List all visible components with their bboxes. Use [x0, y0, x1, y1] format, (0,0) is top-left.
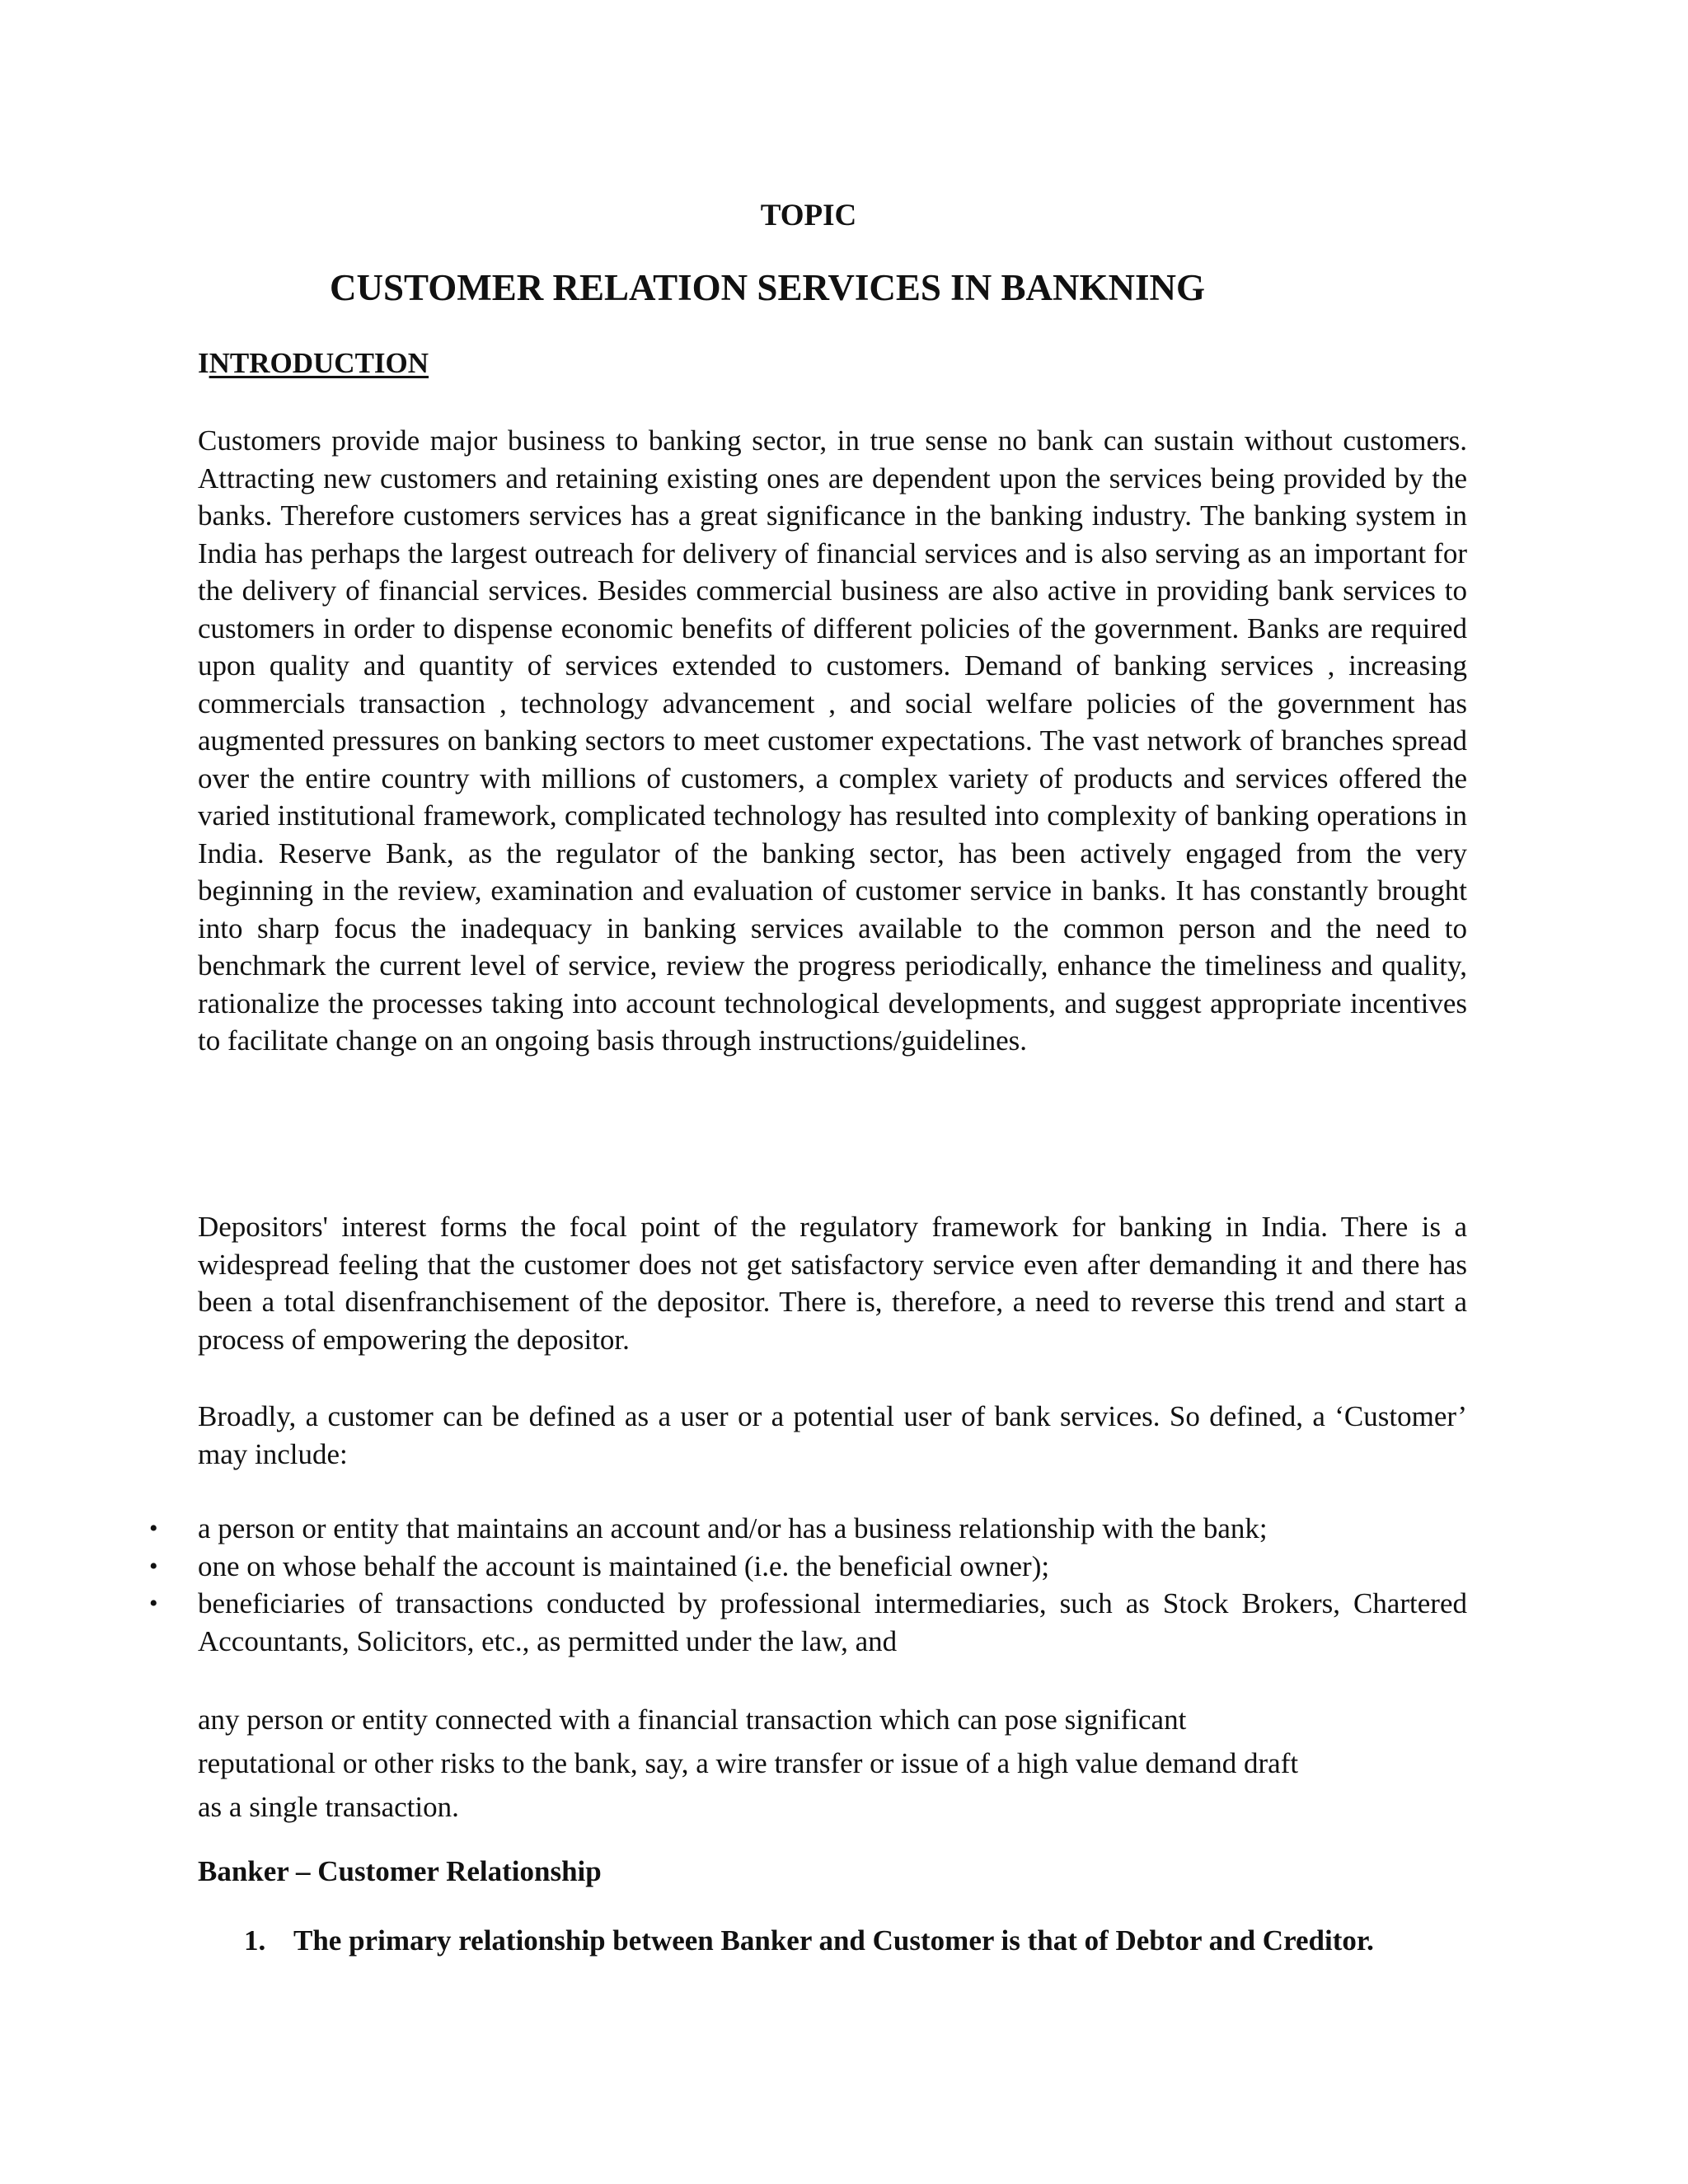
- item-text: The primary relationship between Banker and Customer is that of Debtor and Creditor.: [293, 1924, 1374, 1957]
- item-number: 1.: [244, 1924, 266, 1957]
- banker-customer-heading: Banker – Customer Relationship: [198, 1855, 602, 1887]
- financial-transaction-paragraph: [198, 1698, 1467, 1829]
- introduction-heading: [198, 346, 429, 381]
- introduction-paragraph-1: Customers provide major business to banking sector, in true sense no bank can sustain without customers. Attracting new customers and retaining existing ones are dependent upon the services being provided by the banks. Therefore customers services has a great significance in the banking industry. The banking system in India has perhaps the largest outreach for delivery of financial services and is also serving as an important for the delivery of financial services. Besides commercial business are also active in providing bank services to customers in order to dispense economic benefits of different policies of the government. Banks are required upon quality and quantity of services extended to customers. Demand of banking services , increasing commercials transaction , technology advancement , and social welfare policies of the government has augmented pressures on banking sectors to meet customer expectations. The vast network of branches spread over the entire country with millions of customers, a complex variety of products and services offered the varied institutional framework, complicated technology has resulted into complexity of banking operations in India. Reserve Bank, as the regulator of the banking sector, has been actively engaged from the very beginning in the review, examination and evaluation of customer service in banks. It has constantly brought into sharp focus the inadequacy in banking services available to the common person and the need to benchmark the current level of service, review the progress periodically, enhance the timeliness and quality, rationalize the processes taking into account technological developments, and suggest appropriate incentives to facilitate change on an ongoing basis through instructions/guidelines.: [198, 424, 1467, 1057]
- paragraph-line: as a single transaction.: [198, 1791, 459, 1823]
- list-item: [149, 1510, 1467, 1548]
- introduction-heading-rest: NTRODUCTION: [209, 347, 429, 379]
- bullet-icon: •: [149, 1552, 158, 1580]
- paragraph-line: any person or entity connected with a financial transaction which can pose significant: [198, 1704, 1187, 1736]
- list-item-text: one on whose behalf the account is maintained (i.e. the beneficial owner);: [198, 1549, 1050, 1582]
- depositors-paragraph: Depositors' interest forms the focal point of the regulatory framework for banking in India. There is a widespread feeling that the customer does not get satisfactory service even after demanding it and there has been a total disenfranchisement of the depositor. There is, therefore, a need to reverse this trend and start a process of empowering the depositor.: [198, 1211, 1467, 1356]
- list-item: [149, 1548, 1467, 1586]
- bullet-icon: •: [149, 1515, 158, 1542]
- list-item-text: a person or entity that maintains an account and/or has a business relationship with the bank;: [198, 1512, 1268, 1544]
- list-item-text: beneficiaries of transactions conducted by professional intermediaries, such as Stock Brokers, Chartered Accountants, Solicitors, etc., as permitted under the law, and: [198, 1587, 1467, 1657]
- document-title: CUSTOMER RELATION SERVICES IN BANKNING: [330, 267, 1205, 308]
- customer-definition-list: [149, 1510, 1467, 1660]
- list-item: [149, 1585, 1467, 1660]
- paragraph-line: reputational or other risks to the bank, say, a wire transfer or issue of a high value demand draft: [198, 1747, 1299, 1779]
- numbered-item: [244, 1924, 1374, 1958]
- bullet-icon: •: [149, 1590, 158, 1617]
- topic-label: TOPIC: [760, 199, 857, 232]
- customer-definition-paragraph: Broadly, a customer can be defined as a user or a potential user of bank services. So defined, a ‘Customer’ may include:: [198, 1400, 1467, 1470]
- introduction-heading-first-letter: I: [198, 347, 209, 379]
